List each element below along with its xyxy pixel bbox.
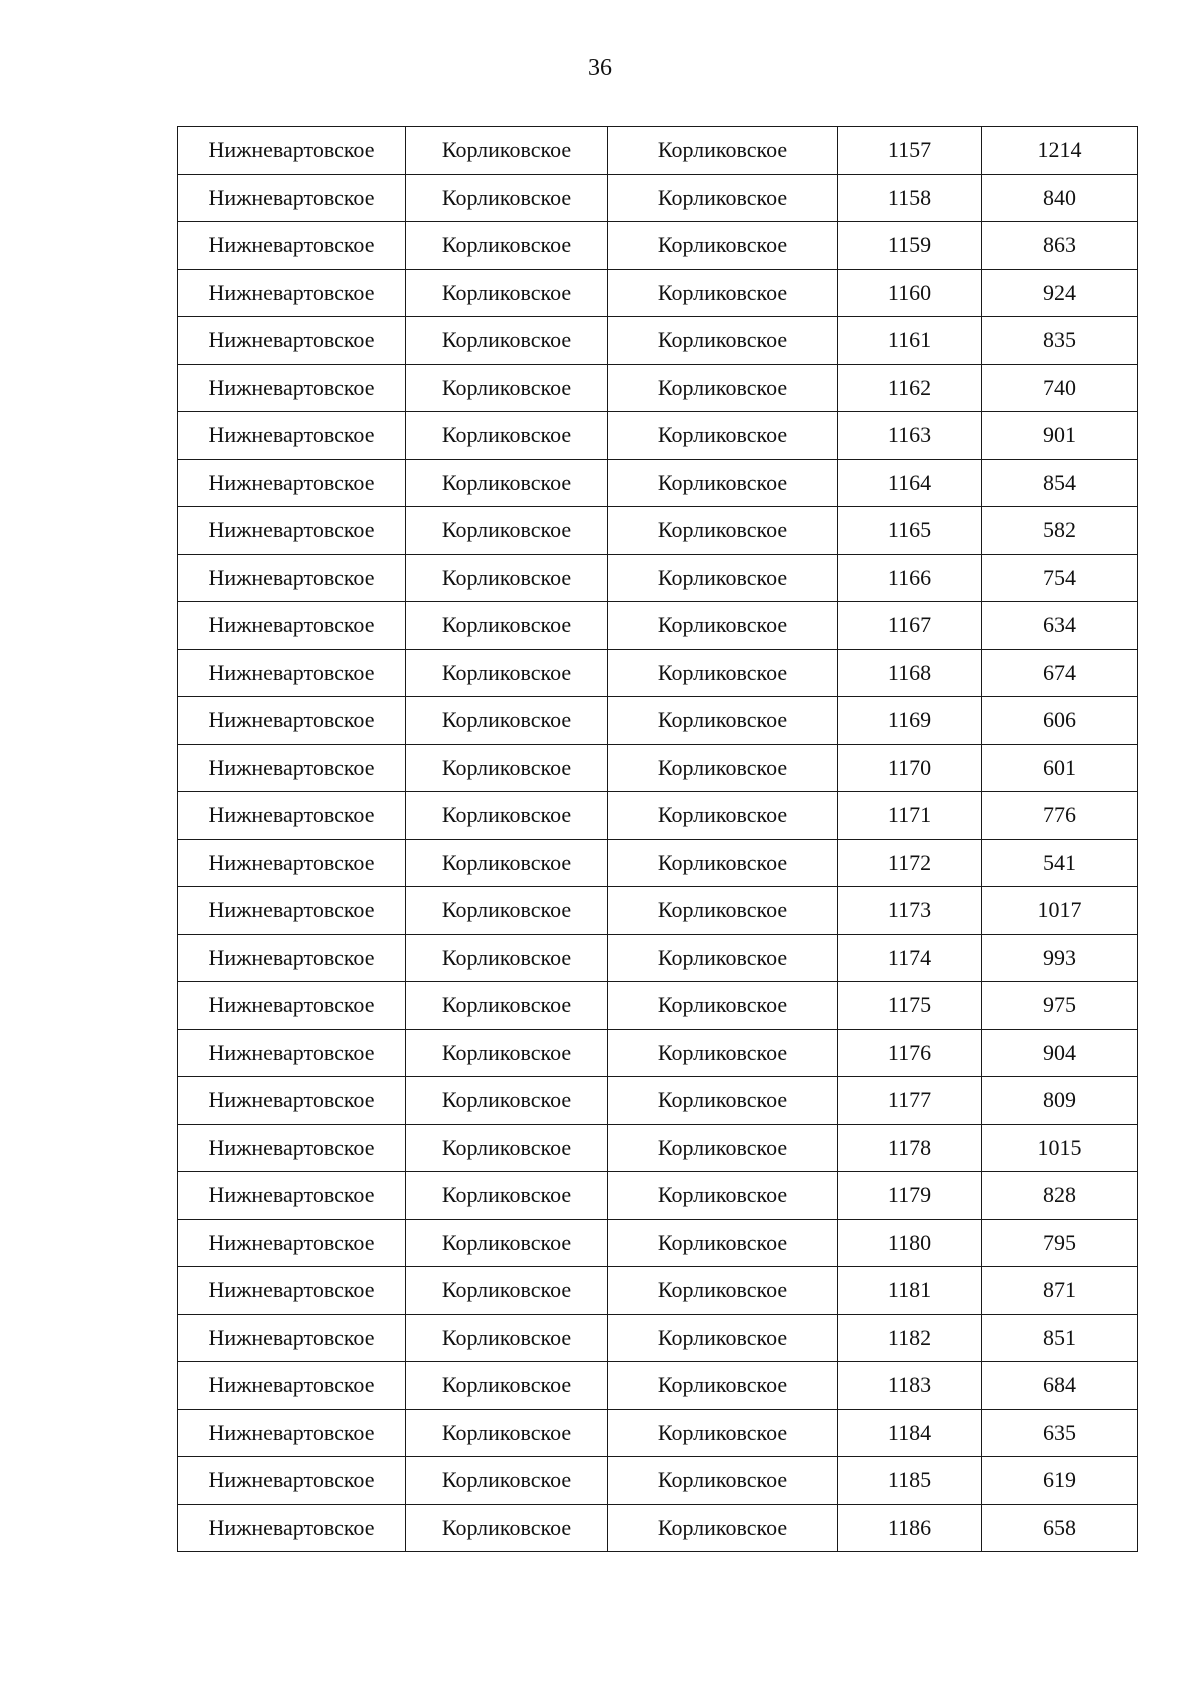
license-area-cell: Корликовское xyxy=(608,364,838,412)
license-area-cell: Корликовское xyxy=(608,887,838,935)
well-number-cell: 1162 xyxy=(838,364,982,412)
district-cell: Нижневартовское xyxy=(178,934,406,982)
table-row xyxy=(178,934,1138,982)
license-area-cell: Корликовское xyxy=(608,982,838,1030)
table-row xyxy=(178,1457,1138,1505)
table-row xyxy=(178,792,1138,840)
license-area-cell: Корликовское xyxy=(608,649,838,697)
field-cell: Корликовское xyxy=(406,887,608,935)
value-cell: 795 xyxy=(982,1219,1138,1267)
district-cell: Нижневартовское xyxy=(178,744,406,792)
field-cell: Корликовское xyxy=(406,364,608,412)
table-row xyxy=(178,459,1138,507)
license-area-cell: Корликовское xyxy=(608,269,838,317)
district-cell: Нижневартовское xyxy=(178,1172,406,1220)
well-number-cell: 1171 xyxy=(838,792,982,840)
well-number-cell: 1180 xyxy=(838,1219,982,1267)
value-cell: 754 xyxy=(982,554,1138,602)
field-cell: Корликовское xyxy=(406,982,608,1030)
license-area-cell: Корликовское xyxy=(608,1362,838,1410)
data-table xyxy=(177,126,1138,1552)
district-cell: Нижневартовское xyxy=(178,222,406,270)
district-cell: Нижневартовское xyxy=(178,982,406,1030)
district-cell: Нижневартовское xyxy=(178,554,406,602)
district-cell: Нижневартовское xyxy=(178,1457,406,1505)
well-number-cell: 1179 xyxy=(838,1172,982,1220)
value-cell: 993 xyxy=(982,934,1138,982)
table-row xyxy=(178,554,1138,602)
well-number-cell: 1184 xyxy=(838,1409,982,1457)
value-cell: 901 xyxy=(982,412,1138,460)
license-area-cell: Корликовское xyxy=(608,934,838,982)
table-row xyxy=(178,839,1138,887)
table-row xyxy=(178,1029,1138,1077)
field-cell: Корликовское xyxy=(406,412,608,460)
table-row xyxy=(178,412,1138,460)
well-number-cell: 1161 xyxy=(838,317,982,365)
district-cell: Нижневартовское xyxy=(178,1267,406,1315)
field-cell: Корликовское xyxy=(406,317,608,365)
table-row xyxy=(178,887,1138,935)
district-cell: Нижневартовское xyxy=(178,839,406,887)
district-cell: Нижневартовское xyxy=(178,1504,406,1552)
value-cell: 835 xyxy=(982,317,1138,365)
value-cell: 776 xyxy=(982,792,1138,840)
value-cell: 740 xyxy=(982,364,1138,412)
field-cell: Корликовское xyxy=(406,554,608,602)
field-cell: Корликовское xyxy=(406,934,608,982)
district-cell: Нижневартовское xyxy=(178,1029,406,1077)
well-number-cell: 1158 xyxy=(838,174,982,222)
table-row xyxy=(178,1409,1138,1457)
value-cell: 871 xyxy=(982,1267,1138,1315)
table-row xyxy=(178,649,1138,697)
table-row xyxy=(178,697,1138,745)
table-row xyxy=(178,1314,1138,1362)
table-row xyxy=(178,1077,1138,1125)
value-cell: 606 xyxy=(982,697,1138,745)
well-number-cell: 1178 xyxy=(838,1124,982,1172)
field-cell: Корликовское xyxy=(406,1219,608,1267)
license-area-cell: Корликовское xyxy=(608,792,838,840)
value-cell: 1214 xyxy=(982,127,1138,175)
field-cell: Корликовское xyxy=(406,602,608,650)
well-number-cell: 1183 xyxy=(838,1362,982,1410)
license-area-cell: Корликовское xyxy=(608,1457,838,1505)
well-number-cell: 1169 xyxy=(838,697,982,745)
value-cell: 924 xyxy=(982,269,1138,317)
license-area-cell: Корликовское xyxy=(608,744,838,792)
district-cell: Нижневартовское xyxy=(178,1077,406,1125)
table-row xyxy=(178,269,1138,317)
value-cell: 674 xyxy=(982,649,1138,697)
value-cell: 1017 xyxy=(982,887,1138,935)
district-cell: Нижневартовское xyxy=(178,507,406,555)
well-number-cell: 1186 xyxy=(838,1504,982,1552)
license-area-cell: Корликовское xyxy=(608,1029,838,1077)
value-cell: 634 xyxy=(982,602,1138,650)
district-cell: Нижневартовское xyxy=(178,317,406,365)
district-cell: Нижневартовское xyxy=(178,1409,406,1457)
field-cell: Корликовское xyxy=(406,744,608,792)
license-area-cell: Корликовское xyxy=(608,127,838,175)
field-cell: Корликовское xyxy=(406,839,608,887)
value-cell: 904 xyxy=(982,1029,1138,1077)
well-number-cell: 1177 xyxy=(838,1077,982,1125)
district-cell: Нижневартовское xyxy=(178,1219,406,1267)
license-area-cell: Корликовское xyxy=(608,317,838,365)
district-cell: Нижневартовское xyxy=(178,412,406,460)
well-number-cell: 1185 xyxy=(838,1457,982,1505)
well-number-cell: 1160 xyxy=(838,269,982,317)
field-cell: Корликовское xyxy=(406,1504,608,1552)
table-row xyxy=(178,744,1138,792)
well-number-cell: 1174 xyxy=(838,934,982,982)
table-row xyxy=(178,317,1138,365)
field-cell: Корликовское xyxy=(406,792,608,840)
license-area-cell: Корликовское xyxy=(608,222,838,270)
table-row xyxy=(178,602,1138,650)
district-cell: Нижневартовское xyxy=(178,697,406,745)
well-number-cell: 1173 xyxy=(838,887,982,935)
value-cell: 635 xyxy=(982,1409,1138,1457)
license-area-cell: Корликовское xyxy=(608,1504,838,1552)
district-cell: Нижневартовское xyxy=(178,649,406,697)
well-number-cell: 1165 xyxy=(838,507,982,555)
district-cell: Нижневартовское xyxy=(178,364,406,412)
field-cell: Корликовское xyxy=(406,1029,608,1077)
value-cell: 541 xyxy=(982,839,1138,887)
license-area-cell: Корликовское xyxy=(608,459,838,507)
field-cell: Корликовское xyxy=(406,1362,608,1410)
well-number-cell: 1170 xyxy=(838,744,982,792)
license-area-cell: Корликовское xyxy=(608,1077,838,1125)
value-cell: 809 xyxy=(982,1077,1138,1125)
field-cell: Корликовское xyxy=(406,269,608,317)
well-number-cell: 1167 xyxy=(838,602,982,650)
well-number-cell: 1181 xyxy=(838,1267,982,1315)
license-area-cell: Корликовское xyxy=(608,697,838,745)
district-cell: Нижневартовское xyxy=(178,602,406,650)
district-cell: Нижневартовское xyxy=(178,887,406,935)
license-area-cell: Корликовское xyxy=(608,1124,838,1172)
well-number-cell: 1166 xyxy=(838,554,982,602)
field-cell: Корликовское xyxy=(406,1409,608,1457)
table-row xyxy=(178,1172,1138,1220)
value-cell: 619 xyxy=(982,1457,1138,1505)
field-cell: Корликовское xyxy=(406,649,608,697)
well-number-cell: 1157 xyxy=(838,127,982,175)
district-cell: Нижневартовское xyxy=(178,1314,406,1362)
well-number-cell: 1168 xyxy=(838,649,982,697)
field-cell: Корликовское xyxy=(406,1172,608,1220)
page-number: 36 xyxy=(588,55,612,81)
value-cell: 840 xyxy=(982,174,1138,222)
table-row xyxy=(178,507,1138,555)
table-row xyxy=(178,364,1138,412)
district-cell: Нижневартовское xyxy=(178,174,406,222)
well-number-cell: 1159 xyxy=(838,222,982,270)
district-cell: Нижневартовское xyxy=(178,127,406,175)
value-cell: 854 xyxy=(982,459,1138,507)
license-area-cell: Корликовское xyxy=(608,1314,838,1362)
field-cell: Корликовское xyxy=(406,1457,608,1505)
field-cell: Корликовское xyxy=(406,697,608,745)
field-cell: Корликовское xyxy=(406,127,608,175)
table-row xyxy=(178,982,1138,1030)
license-area-cell: Корликовское xyxy=(608,1172,838,1220)
table-row xyxy=(178,127,1138,175)
field-cell: Корликовское xyxy=(406,222,608,270)
value-cell: 582 xyxy=(982,507,1138,555)
license-area-cell: Корликовское xyxy=(608,839,838,887)
license-area-cell: Корликовское xyxy=(608,507,838,555)
field-cell: Корликовское xyxy=(406,174,608,222)
license-area-cell: Корликовское xyxy=(608,602,838,650)
table-row xyxy=(178,1124,1138,1172)
well-number-cell: 1163 xyxy=(838,412,982,460)
table-row xyxy=(178,1504,1138,1552)
table-body xyxy=(178,127,1138,1552)
table-row xyxy=(178,174,1138,222)
well-number-cell: 1175 xyxy=(838,982,982,1030)
well-number-cell: 1182 xyxy=(838,1314,982,1362)
field-cell: Корликовское xyxy=(406,459,608,507)
license-area-cell: Корликовское xyxy=(608,1267,838,1315)
table-row xyxy=(178,1362,1138,1410)
district-cell: Нижневартовское xyxy=(178,1362,406,1410)
value-cell: 863 xyxy=(982,222,1138,270)
license-area-cell: Корликовское xyxy=(608,1219,838,1267)
table-row xyxy=(178,1267,1138,1315)
field-cell: Корликовское xyxy=(406,1314,608,1362)
table-row xyxy=(178,1219,1138,1267)
license-area-cell: Корликовское xyxy=(608,554,838,602)
field-cell: Корликовское xyxy=(406,1077,608,1125)
value-cell: 601 xyxy=(982,744,1138,792)
district-cell: Нижневартовское xyxy=(178,792,406,840)
field-cell: Корликовское xyxy=(406,507,608,555)
value-cell: 658 xyxy=(982,1504,1138,1552)
value-cell: 828 xyxy=(982,1172,1138,1220)
license-area-cell: Корликовское xyxy=(608,174,838,222)
field-cell: Корликовское xyxy=(406,1267,608,1315)
well-number-cell: 1176 xyxy=(838,1029,982,1077)
district-cell: Нижневартовское xyxy=(178,269,406,317)
license-area-cell: Корликовское xyxy=(608,412,838,460)
value-cell: 851 xyxy=(982,1314,1138,1362)
district-cell: Нижневартовское xyxy=(178,459,406,507)
district-cell: Нижневартовское xyxy=(178,1124,406,1172)
field-cell: Корликовское xyxy=(406,1124,608,1172)
value-cell: 1015 xyxy=(982,1124,1138,1172)
well-number-cell: 1172 xyxy=(838,839,982,887)
value-cell: 975 xyxy=(982,982,1138,1030)
well-number-cell: 1164 xyxy=(838,459,982,507)
value-cell: 684 xyxy=(982,1362,1138,1410)
license-area-cell: Корликовское xyxy=(608,1409,838,1457)
table-row xyxy=(178,222,1138,270)
